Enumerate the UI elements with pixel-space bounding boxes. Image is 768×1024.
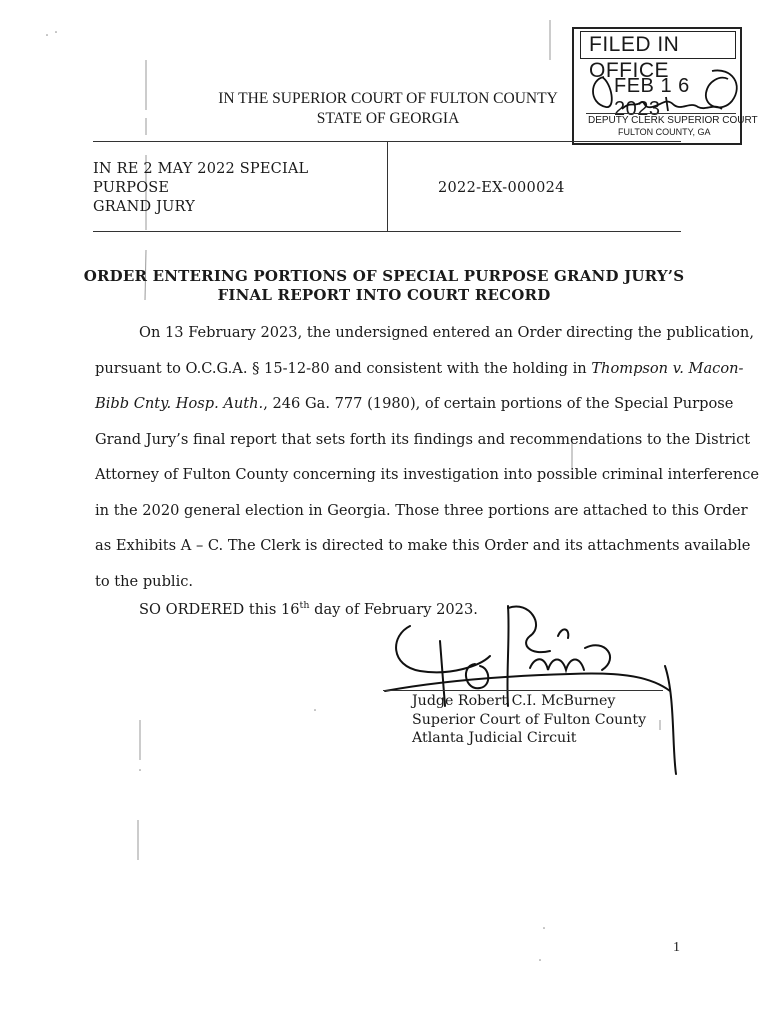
caption-line-2: GRAND JURY [93, 199, 195, 215]
order-title-line-1: ORDER ENTERING PORTIONS OF SPECIAL PURPOSE GRAND JURY’S [83, 267, 685, 285]
judge-name: Judge Robert C.I. McBurney [412, 693, 616, 709]
stamp-clerk-label: DEPUTY CLERK SUPERIOR COURT [588, 115, 758, 126]
body-line-3 [95, 386, 734, 422]
court-state: STATE OF GEORGIA [316, 110, 460, 127]
stamp-date: FEB 1 6 2023 [614, 75, 690, 120]
so-ordered-prefix: SO ORDERED this 16 [139, 600, 300, 618]
body-line-3-text: , 246 Ga. 777 (1980), of certain portions of the Special Purpose [263, 395, 734, 412]
judge-signature [380, 596, 680, 786]
caption-line-1: IN RE 2 MAY 2022 SPECIAL PURPOSE [93, 161, 309, 196]
so-ordered-suffix: day of February 2023. [309, 600, 478, 618]
body-line-4: Grand Jury’s final report that sets forth its findings and recommendations to the District [95, 430, 751, 448]
caption-divider [387, 141, 388, 231]
body-line-1: On 13 February 2023, the undersigned entered an Order directing the publication, [139, 324, 754, 341]
page-number: 1 [673, 940, 680, 955]
order-paragraph [95, 315, 760, 599]
ordinal-suffix: th [299, 600, 310, 611]
case-number: 2022-EX-000024 [438, 180, 565, 196]
body-line-2 [95, 351, 744, 387]
signature-line [383, 690, 663, 691]
body-line-8: to the public. [95, 572, 194, 590]
order-title-line-2: FINAL REPORT INTO COURT RECORD [217, 286, 551, 304]
judge-circuit: Atlanta Judicial Circuit [412, 730, 577, 746]
body-line-2-text: pursuant to O.C.G.A. § 15-12-80 and consistent with the holding in [95, 359, 592, 377]
stamp-county-label: FULTON COUNTY, GA [618, 127, 711, 137]
judge-court: Superior Court of Fulton County [412, 711, 647, 728]
case-caption [93, 160, 383, 217]
case-citation-part-2: Bibb Cnty. Hosp. Auth. [95, 395, 264, 412]
judge-signature-block [412, 692, 646, 748]
case-citation-part-1: Thompson v. Macon- [591, 359, 744, 377]
caption-bottom-rule [93, 231, 681, 232]
body-line-7: as Exhibits A – C. The Clerk is directed to make this Order and its attachments available [95, 537, 751, 554]
court-name: IN THE SUPERIOR COURT OF FULTON COUNTY [218, 90, 558, 107]
body-line-6: in the 2020 general election in Georgia. Those three portions are attached to this Order [95, 501, 748, 519]
stamp-title: FILED IN OFFICE [580, 31, 736, 59]
body-line-5: Attorney of Fulton County concerning its investigation into possible criminal interference [95, 466, 760, 483]
